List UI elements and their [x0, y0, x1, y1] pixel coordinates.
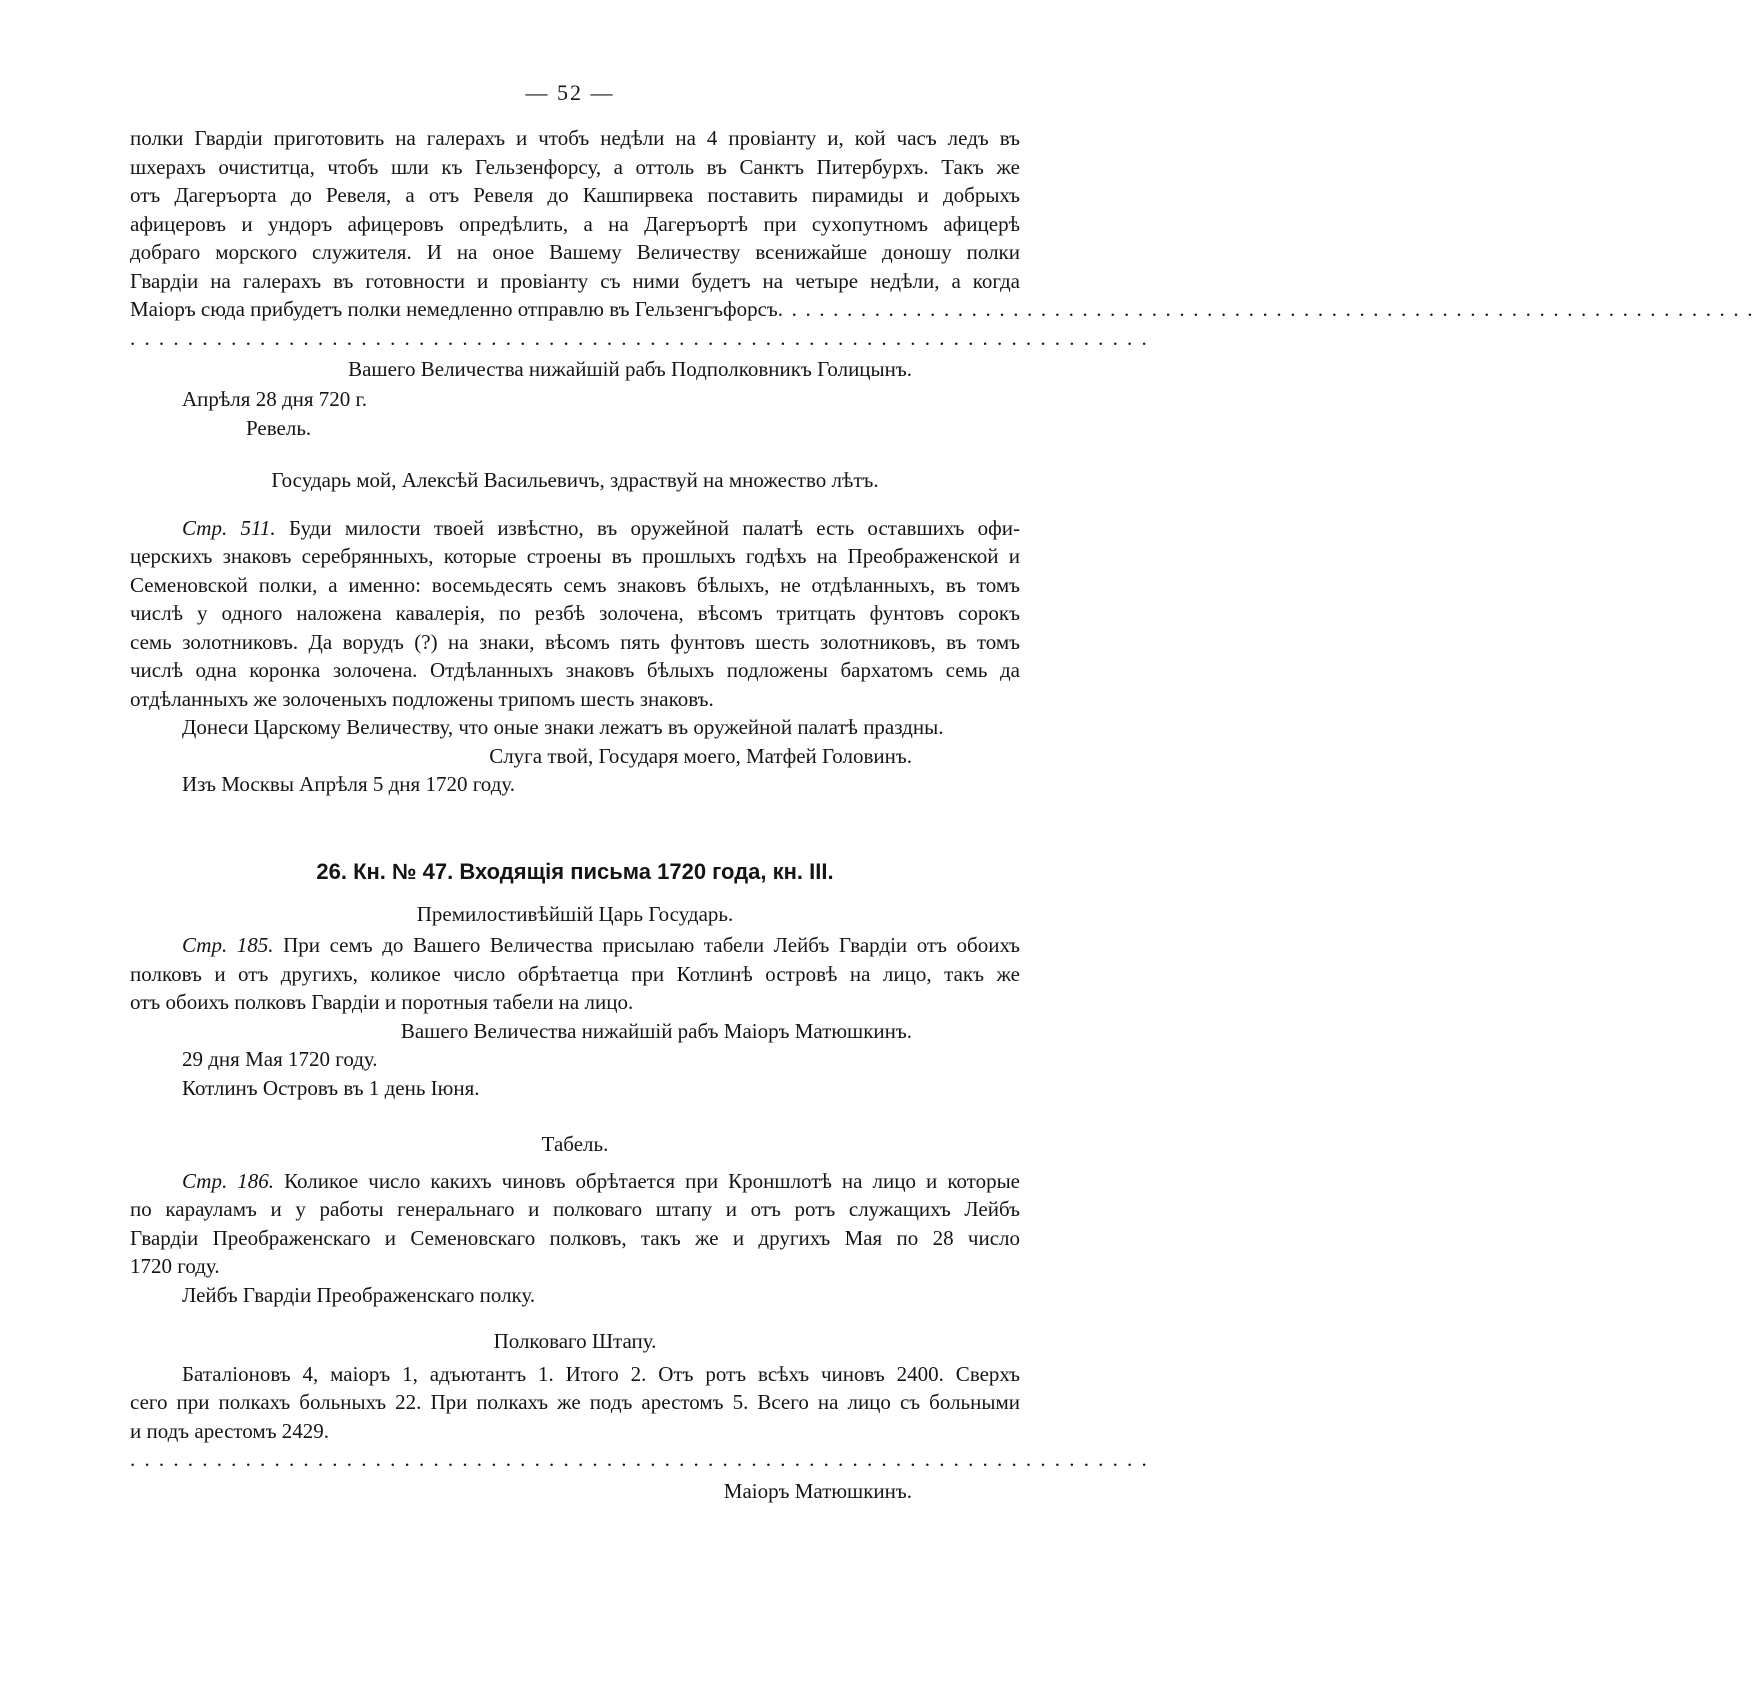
section-26 — [130, 858, 1020, 1102]
section-heading: 26. Кн. № 47. Входящія письма 1720 года, кн. III. — [316, 859, 834, 884]
letter2-line-5: семь золотниковъ. Да ворудъ (?) на знаки, вѣсомъ пять фунтовъ шесть золотниковъ, въ томъ — [130, 629, 1020, 654]
letter2-line-2: церскихъ знаковъ серебрянныхъ, которые строены въ прошлыхъ годѣхъ на Преображенской и — [130, 544, 1020, 568]
section26-line-1-text: При семъ до Вашего Величества присылаю табели Лейбъ Гвардіи отъ обоихъ — [283, 933, 1021, 957]
letter1-place: Ревель. — [246, 416, 312, 440]
page-number: — 52 — — [525, 80, 615, 105]
ellipsis-dots: ....................................................................... — [777, 297, 1761, 321]
letter2-line-1-text: Буди милости твоей извѣстно, въ оружейной палатѣ есть оставшихъ офи- — [288, 515, 1021, 540]
tabel-signature: Маіоръ Матюшкинъ. — [723, 1478, 912, 1503]
letter1-signature: Вашего Величества нижайшій рабъ Подполковникъ Голицынъ. — [348, 357, 912, 381]
tabel-staff-title: Полковаго Штапу. — [493, 1329, 657, 1353]
section26-line-3: отъ обоихъ полковъ Гвардіи и поротныя табели на лицо. — [130, 990, 634, 1014]
letter1-line-5: добраго морского служителя. И на оное Вашему Величеству всенижайше доношу полки — [130, 240, 1020, 264]
letter1-line-1: полки Гвардіи приготовить на галерахъ и чтобъ недѣли на 4 провіанту и, кой часъ ледъ въ — [130, 126, 1020, 150]
section26-signature: Вашего Величества нижайшій рабъ Маіоръ Матюшкинъ. — [400, 1018, 912, 1043]
section26-page-ref: Стр. 185. — [182, 933, 274, 957]
tabel-staff-line-1: Баталіоновъ 4, маіоръ 1, адъютантъ 1. Итого 2. Отъ ротъ всѣхъ чиновъ 2400. Сверхъ — [182, 1361, 1020, 1386]
tabel-title: Табель. — [541, 1132, 609, 1156]
tabel-section — [130, 1130, 1156, 1505]
letter-golitsyn — [130, 124, 1761, 443]
letter2-line-7: отдѣланныхъ же золоченыхъ подложены трипомъ шесть знаковъ. — [130, 686, 714, 711]
letter2-greeting: Государь мой, Алексѣй Васильевичъ, здраствуй на множество лѣтъ. — [271, 468, 879, 492]
section26-line-2: полковъ и отъ другихъ, коликое число обрѣтаетца при Котлинѣ островѣ на лицо, такъ же — [130, 961, 1020, 986]
letter2-line-1 — [130, 514, 1020, 543]
tabel-line-4: 1720 году. — [130, 1254, 220, 1278]
letter1-line-4: афицеровъ и ундоръ афицеровъ опредѣлить, а на Дагеръортѣ при сухопутномъ афицерѣ — [130, 211, 1020, 236]
letter2-signature: Слуга твой, Государя моего, Матфей Головинъ. — [489, 743, 912, 768]
tabel-line-1 — [130, 1167, 1020, 1196]
tabel-regiment: Лейбъ Гвардіи Преображенскаго полку. — [182, 1282, 536, 1307]
section26-place: Котлинъ Островъ въ 1 день Іюня. — [182, 1075, 480, 1100]
letter1-line-2: шхерахъ очиститца, чтобъ шли къ Гельзенфорсу, а оттоль въ Санктъ Питербурхъ. Такъ же — [130, 154, 1020, 179]
section26-line-1 — [130, 931, 1020, 960]
letter1-line-7-text: Маіоръ сюда прибудетъ полки немедленно отправлю въ Гельзенгъфорсъ — [130, 297, 778, 321]
section26-date: 29 дня Мая 1720 году. — [182, 1047, 378, 1071]
tabel-line-2: по карауламъ и у работы генеральнаго и полковаго штапу и отъ ротъ служащихъ Лейбъ — [130, 1197, 1020, 1221]
ellipsis-row-2: ....................................................................... — [130, 1447, 1156, 1471]
letter1-line-6: Гвардіи на галерахъ въ готовности и провіанту съ ними будетъ на четыре недѣли, а когда — [130, 268, 1020, 293]
letter2-line-6: числѣ одна коронка золочена. Отдѣланныхъ знаковъ бѣлыхъ подложены бархатомъ семь да — [130, 658, 1020, 682]
letter2-line-4: числѣ у одного наложена кавалерія, по резбѣ золочена, вѣсомъ тритцать фунтовъ сорокъ — [130, 601, 1020, 625]
letter1-line-3: отъ Дагеръорта до Ревеля, а отъ Ревеля до Кашпирвека поставить пирамиды и добрыхъ — [130, 183, 1020, 207]
tabel-staff-line-2: сего при полкахъ больныхъ 22. При полкахъ же подъ арестомъ 5. Всего на лицо съ больными — [130, 1390, 1020, 1414]
letter1-line-7 — [130, 295, 1761, 324]
letter1-date: Апрѣля 28 дня 720 г. — [182, 386, 368, 411]
section26-salutation: Премилостивѣйшій Царь Государь. — [416, 901, 734, 926]
tabel-staff-line-3: и подъ арестомъ 2429. — [130, 1418, 330, 1443]
tabel-line-3: Гвардіи Преображенскаго и Семеновскаго полковъ, такъ же и другихъ Мая по 28 число — [130, 1225, 1020, 1250]
letter-golovin — [130, 466, 1020, 799]
letter2-date: Изъ Москвы Апрѣля 5 дня 1720 году. — [182, 772, 516, 796]
ellipsis-row: ....................................................................... — [130, 325, 1156, 350]
tabel-page-ref: Стр. 186. — [182, 1168, 275, 1193]
letter2-page-ref: Стр. 511. — [182, 515, 276, 540]
tabel-line-1-text: Коликое число какихъ чиновъ обрѣтается при Кроншлотѣ на лицо и которые — [284, 1168, 1021, 1193]
letter2-request: Донеси Царскому Величеству, что оные знаки лежатъ въ оружейной палатѣ праздны. — [182, 715, 944, 739]
letter2-line-3: Семеновской полки, а именно: восемьдесять семъ знаковъ бѣлыхъ, не отдѣланныхъ, въ томъ — [130, 572, 1020, 597]
